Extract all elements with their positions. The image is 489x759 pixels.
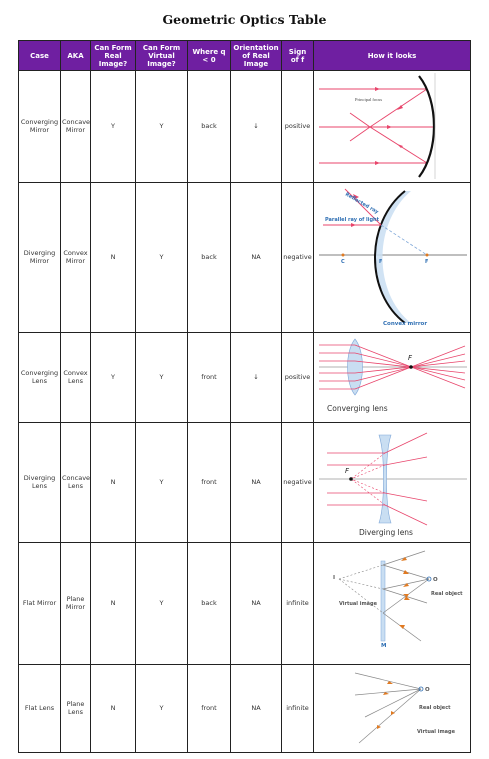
figure-label: Diverging lens	[359, 528, 413, 537]
figure-label: Reflected ray	[344, 191, 380, 216]
cell-sign-f: positive	[282, 333, 314, 423]
figure-label: O	[425, 687, 430, 693]
cell-aka: Convex Lens	[61, 333, 91, 423]
cell-real: N	[91, 183, 136, 333]
cell-virtual: Y	[136, 543, 188, 665]
cell-real: Y	[91, 71, 136, 183]
cell-case: Converging Mirror	[19, 71, 61, 183]
figure-label: Parallel ray of light	[325, 217, 380, 223]
figure-label: F	[379, 259, 383, 265]
cell-case: Flat Mirror	[19, 543, 61, 665]
cell-sign-f: infinite	[282, 665, 314, 753]
figure-label: Real object	[431, 591, 463, 597]
cell-virtual: Y	[136, 423, 188, 543]
cell-aka: Concave Lens	[61, 423, 91, 543]
convex-mirror-diagram	[315, 183, 471, 332]
cell-real: N	[91, 423, 136, 543]
cell-where-q: back	[188, 543, 231, 665]
cell-sign-f: negative	[282, 423, 314, 543]
table-row	[19, 665, 471, 753]
page-title: Geometric Optics Table	[162, 12, 327, 27]
figure-label: Converging lens	[327, 404, 388, 413]
figure-label: M	[381, 643, 387, 649]
figure-label: C	[341, 259, 345, 265]
cell-where-q: back	[188, 71, 231, 183]
figure-label: I	[333, 575, 336, 581]
header-real-image: Can Form Real Image?	[91, 41, 136, 71]
cell-figure	[314, 543, 471, 665]
figure-label: F	[345, 467, 350, 475]
diverging-lens-diagram	[315, 423, 471, 542]
figure-label: F	[408, 354, 413, 362]
cell-where-q: front	[188, 333, 231, 423]
header-how-it-looks: How it looks	[314, 41, 471, 71]
cell-orientation: ↓	[231, 333, 282, 423]
cell-case: Flat Lens	[19, 665, 61, 753]
header-sign-f: Sign of f	[282, 41, 314, 71]
cell-sign-f: negative	[282, 183, 314, 333]
cell-figure	[314, 183, 471, 333]
figure-label: Virtual image	[339, 601, 378, 607]
cell-real: N	[91, 543, 136, 665]
cell-orientation: ↓	[231, 71, 282, 183]
cell-virtual: Y	[136, 71, 188, 183]
table-header-row	[19, 41, 471, 71]
cell-real: Y	[91, 333, 136, 423]
figure-label: F	[425, 259, 429, 265]
cell-case: Converging Lens	[19, 333, 61, 423]
cell-figure	[314, 423, 471, 543]
table-row	[19, 71, 471, 183]
cell-orientation: NA	[231, 423, 282, 543]
figure-label: Real object	[419, 705, 451, 711]
figure-label: Convex mirror	[383, 321, 428, 327]
cell-where-q: back	[188, 183, 231, 333]
table-row	[19, 333, 471, 423]
cell-orientation: NA	[231, 183, 282, 333]
cell-virtual: Y	[136, 183, 188, 333]
cell-orientation: NA	[231, 543, 282, 665]
table-row	[19, 423, 471, 543]
header-orientation: Orientation of Real Image	[231, 41, 282, 71]
header-aka: AKA	[61, 41, 91, 71]
table-row	[19, 183, 471, 333]
figure-label: O	[433, 577, 438, 583]
cell-virtual: Y	[136, 333, 188, 423]
figure-label: Virtual image	[417, 729, 456, 735]
header-virtual-image: Can Form Virtual Image?	[136, 41, 188, 71]
cell-figure	[314, 333, 471, 423]
plane-lens-diagram	[315, 665, 471, 752]
figure-label: Principal focus	[355, 97, 383, 102]
cell-where-q: front	[188, 665, 231, 753]
cell-figure	[314, 71, 471, 183]
cell-aka: Concave Mirror	[61, 71, 91, 183]
header-case: Case	[19, 41, 61, 71]
cell-virtual: Y	[136, 665, 188, 753]
cell-figure	[314, 665, 471, 753]
cell-aka: Plane Mirror	[61, 543, 91, 665]
cell-aka: Plane Lens	[61, 665, 91, 753]
header-where-q: Where q < 0	[188, 41, 231, 71]
cell-orientation: NA	[231, 665, 282, 753]
cell-case: Diverging Mirror	[19, 183, 61, 333]
plane-mirror-diagram	[315, 543, 471, 664]
converging-lens-diagram	[315, 333, 471, 422]
cell-case: Diverging Lens	[19, 423, 61, 543]
cell-real: N	[91, 665, 136, 753]
concave-mirror-diagram	[315, 71, 471, 182]
optics-table	[18, 40, 471, 753]
cell-aka: Convex Mirror	[61, 183, 91, 333]
cell-sign-f: positive	[282, 71, 314, 183]
table-row	[19, 543, 471, 665]
cell-sign-f: infinite	[282, 543, 314, 665]
cell-where-q: front	[188, 423, 231, 543]
